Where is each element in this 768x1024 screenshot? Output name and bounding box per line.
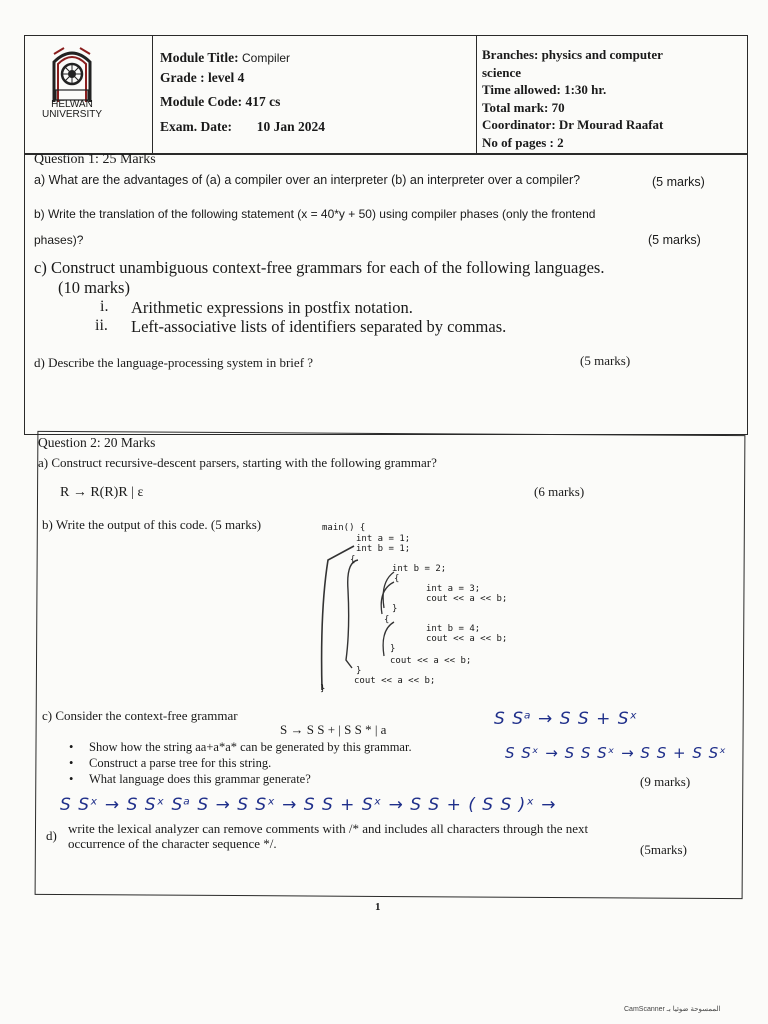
code-line: } <box>320 684 326 694</box>
code-block <box>320 520 580 695</box>
code-line: int b = 2; <box>392 564 447 574</box>
bullet-item: • What language does this grammar generate? <box>89 771 412 787</box>
q2-d-text-2: occurrence of the character sequence */. <box>68 836 277 851</box>
q2-d-label: d) <box>46 828 57 843</box>
bullet-item: • Construct a parse tree for this string. <box>89 755 412 771</box>
q1-a-marks: (5 marks) <box>652 175 705 189</box>
handwritten-note-2: S Sˣ → S S Sˣ → S S + S Sˣ <box>505 744 727 762</box>
code-line: { <box>394 574 400 584</box>
bullet-item: • Show how the string aa+a*a* can be generated by this grammar. <box>89 739 412 755</box>
q2-a-text: a) Construct recursive-descent parsers, starting with the following grammar? <box>38 455 437 470</box>
q2-c-bullets <box>89 739 412 787</box>
code-line: int b = 1; <box>356 544 411 554</box>
q2-c-text: c) Consider the context-free grammar <box>42 708 238 723</box>
question-1-box <box>24 153 748 435</box>
q1-b-marks: (5 marks) <box>648 233 701 247</box>
code-line: } <box>356 666 362 676</box>
q1-title: Question 1: 25 Marks <box>34 152 156 167</box>
page-number: 1 <box>375 901 381 913</box>
code-line: int b = 4; <box>426 624 481 634</box>
handwritten-note-3: S Sˣ → S Sˣ Sᵃ S → S Sˣ → S S + Sˣ → S S + ( S S )ˣ → <box>60 795 557 815</box>
code-line: cout << a << b; <box>426 594 508 604</box>
module-title: Module Title: Compiler <box>160 50 291 65</box>
code-line: } <box>392 604 398 614</box>
header-divider-left <box>152 36 153 154</box>
q1-a-text: a) What are the advantages of (a) a compiler over an interpreter (b) an interpreter over a compiler? <box>34 173 581 187</box>
code-line: { <box>350 555 356 565</box>
q2-c-marks: (9 marks) <box>640 774 691 789</box>
code-line: { <box>384 615 390 625</box>
q1-c-marks: (10 marks) <box>58 278 130 297</box>
q2-a-grammar: R → R(R)R | ε <box>60 485 144 500</box>
q2-a-marks: (6 marks) <box>534 484 585 499</box>
camscanner-watermark: CamScanner الممسوحة ضوئيا بـ <box>624 1006 721 1013</box>
q1-d-text: d) Describe the language-processing system in brief ? <box>34 355 314 370</box>
q1-c-i: Arithmetic expressions in postfix notation. <box>131 298 413 317</box>
q1-b-text-1: b) Write the translation of the following statement (x = 40*y + 50) using compiler phases (only the frontend <box>34 207 596 221</box>
code-line: cout << a << b; <box>390 656 472 666</box>
code-line: } <box>390 644 396 654</box>
q2-c-grammar: S → S S + | S S * | a <box>280 722 387 737</box>
q2-b-text: b) Write the output of this code. (5 marks) <box>42 517 262 532</box>
exam-date: Exam. Date: 10 Jan 2024 <box>160 119 325 134</box>
code-line: int a = 1; <box>356 534 411 544</box>
q1-c-i-num: i. <box>100 298 109 315</box>
q1-c-text: c) Construct unambiguous context-free grammars for each of the following languages. <box>34 258 605 277</box>
handwritten-note-1: S Sᵃ → S S + Sˣ <box>494 709 639 729</box>
code-line: cout << a << b; <box>426 634 508 644</box>
q1-c-ii-num: ii. <box>95 317 108 334</box>
q2-d-marks: (5marks) <box>640 842 687 857</box>
university-logo <box>34 40 110 120</box>
university-name: HELWAN UNIVERSITY <box>41 99 102 120</box>
code-line: int a = 3; <box>426 584 481 594</box>
q1-c-ii: Left-associative lists of identifiers separated by commas. <box>131 317 507 336</box>
code-line: cout << a << b; <box>354 676 436 686</box>
header-divider-right <box>476 36 477 154</box>
university-logo-icon <box>34 40 110 106</box>
q2-d-text-1: write the lexical analyzer can remove comments with /* and includes all characters through the next <box>68 821 589 836</box>
q2-title: Question 2: 20 Marks <box>38 435 156 450</box>
code-line-main: main() { <box>322 523 366 533</box>
module-code: Module Code: 417 cs <box>160 94 281 109</box>
grade: Grade : level 4 <box>160 70 245 85</box>
q1-d-marks: (5 marks) <box>580 353 631 368</box>
branches: Branches: physics and computer science Time allowed: 1:30 hr. Total mark: 70 Coordinator: Dr Mourad Raafat No of pages : 2 <box>482 47 664 150</box>
q1-b-text-2: phases)? <box>34 233 84 247</box>
